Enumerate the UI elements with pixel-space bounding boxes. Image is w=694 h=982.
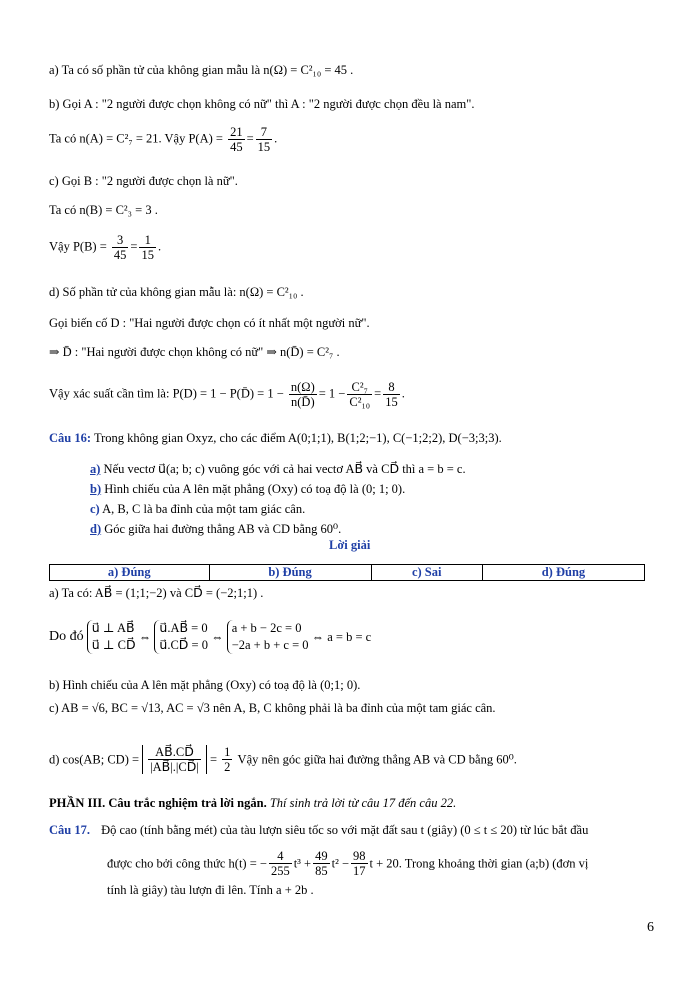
solution-a2: Do đó u⃗ ⊥ AB⃗ u⃗ ⊥ CD⃗ ⇔ u⃗.AB⃗ = 0 u⃗.CD⃗ = 0 ⇔ a + b − 2c = 0 −2a + b + c = 0 ⇔ a = b = c (49, 621, 372, 652)
answer-cell: c) Sai (371, 565, 482, 581)
answer-table (49, 564, 645, 581)
option-d: d) Góc giữa hai đường thẳng AB và CD bằng 60⁰. (90, 522, 342, 536)
line-c2: Ta có n(B) = C²₃ = 3 . (49, 203, 158, 217)
fraction: $\frac{1}{15}$ (141, 233, 154, 262)
c3-text: Vậy P(B) = (49, 239, 107, 254)
line-a1: a) Ta có số phần tử của không gian mẫu là n(Ω) = C²₁₀ = 45 . (49, 63, 354, 77)
solution-a1: a) Ta có: AB⃗ = (1;1;−2) và CD⃗ = (−2;1;1) . (49, 586, 264, 600)
answer-cell: a) Đúng (50, 565, 210, 581)
fraction: $\frac{21}{45}$ (230, 125, 243, 154)
line-c1: c) Gọi B : "2 người được chọn là nữ". (49, 174, 238, 188)
option-c: c) A, B, C là ba đỉnh của một tam giác cân. (90, 502, 306, 516)
d4-text: Vậy xác suất cần tìm là: P(D) = 1 − P(D̄) = 1 − (49, 386, 284, 401)
question-17-line3: tính là giây) tàu lượn đi lên. Tính a + 2b . (107, 883, 314, 897)
solution-title: Lời giải (329, 538, 371, 552)
option-b: b) Hình chiếu của A lên mặt phẳng (Oxy) có toạ độ là (0; 1; 0). (90, 482, 406, 496)
answer-cell: b) Đúng (209, 565, 371, 581)
b2-text: Ta có n(A) = C²₇ = 21. Vậy P(A) = (49, 131, 223, 146)
question-16 (49, 430, 502, 446)
question-17-line1: Câu 17. Độ cao (tính bằng mét) của tàu lượn siêu tốc so với mặt đất sau t (giây) (0 ≤ t ≤ 20) từ lúc bắt đầu (49, 823, 589, 837)
fraction: $\frac{\text{C²₇}}{\text{C²₁₀}}$ (349, 380, 371, 409)
part-3-heading: PHẦN III. Câu trắc nghiệm trả lời ngắn. Thí sinh trả lời từ câu 17 đến câu 22. (49, 796, 457, 810)
option-a: a) Nếu vectơ u⃗(a; b; c) vuông góc với cả hai vectơ AB⃗ và CD⃗ thì a = b = c. (90, 462, 466, 476)
fraction: $\frac{3}{45}$ (113, 233, 127, 262)
line-d3: ⇒ D̄ : "Hai người được chọn không có nữ" ⇒ n(D̄) = C²₇ . (49, 345, 340, 359)
page-number: 6 (647, 920, 654, 935)
question-label: Câu 17. (49, 823, 90, 837)
line-d4: Vậy xác suất cần tìm là: P(D) = 1 − P(D̄) = 1 − $\frac{n(\Omega)}{n(D̄)}$ = 1 − $\frac{\text{C²₇}}{\text{C²₁₀}}$ = $\frac{8}{15}$ . (49, 380, 405, 409)
fraction: $\frac{8}{15}$ (385, 380, 398, 409)
solution-b: b) Hình chiếu của A lên mặt phẳng (Oxy) có toạ độ là (0;1; 0). (49, 678, 361, 692)
solution-d: d) cos(AB; CD) = $\frac{AB⃗.CD⃗}{|AB⃗|.|CD⃗|}$ = $\frac{1}{2}$ Vậy nên góc giữa hai đường thẳng AB và CD bằng 60⁰. (49, 745, 517, 774)
question-label: Câu 16: (49, 431, 92, 445)
line-d1: d) Số phần tử của không gian mẫu là: n(Ω) = C²₁₀ . (49, 285, 304, 299)
line-b2: Ta có n(A) = C²₇ = 21. Vậy P(A) = $\frac{21}{45}$ = $\frac{7}{15}$ . (49, 125, 278, 154)
fraction: $\frac{7}{15}$ (257, 125, 271, 154)
solution-c: c) AB = √6, BC = √13, AC = √3 nên A, B, C không phải là ba đỉnh của một tam giác cân. (49, 701, 496, 715)
line-b1: b) Gọi A : "2 người được chọn không có nữ" thì A : "2 người được chọn đều là nam". (49, 97, 475, 111)
line-c3: Vậy P(B) = $\frac{3}{45}$ = $\frac{1}{15}$ . (49, 233, 162, 262)
fraction: $\frac{n(\Omega)}{n(D̄)}$ (290, 380, 315, 409)
question-text: Trong không gian Oxyz, cho các điểm A(0;1;1), B(1;2;−1), C(−1;2;2), D(−3;3;3). (93, 431, 502, 445)
answer-cell: d) Đúng (482, 565, 644, 581)
line-d2: Gọi biến cố D : "Hai người được chọn có ít nhất một người nữ". (49, 316, 370, 330)
question-17-line2: được cho bởi công thức h(t) = − $\frac{4}{255}$ t³ + $\frac{49}{85}$ t² − $\frac{98}{17}$ t + 20. Trong khoảng thời gian (a;b) (đơn vị (107, 849, 589, 878)
